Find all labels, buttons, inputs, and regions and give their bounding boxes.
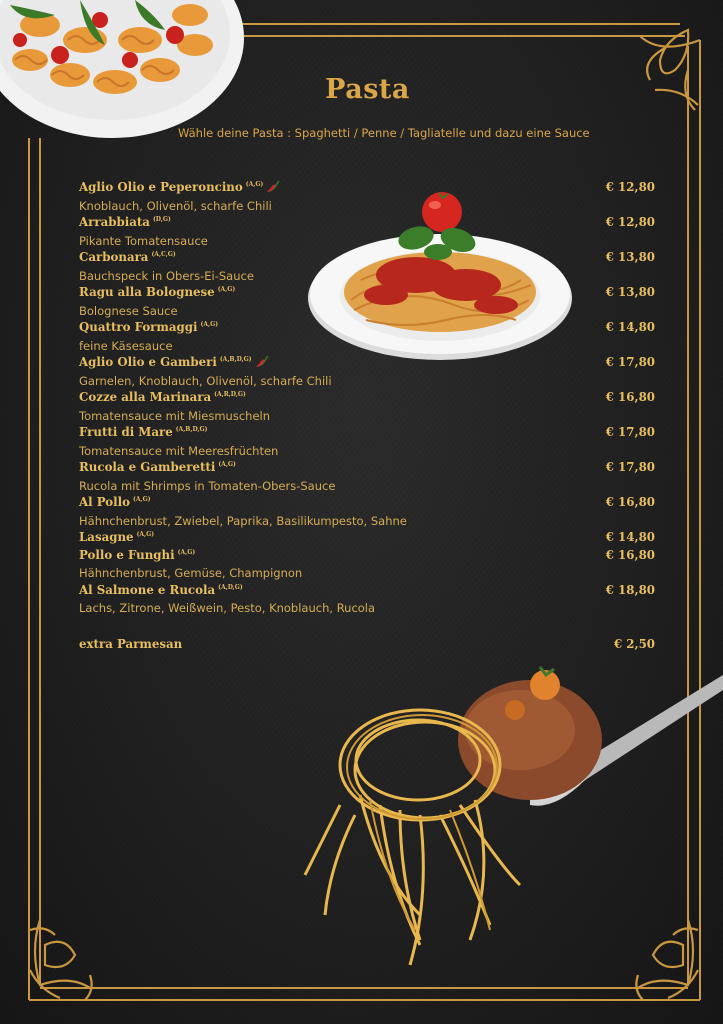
dish-title: Lasagne	[79, 530, 134, 544]
dish-price: € 17,80	[605, 425, 655, 439]
dish-description: Bauchspeck in Obers-Ei-Sauce	[79, 268, 254, 283]
dish-price: € 13,80	[605, 285, 655, 299]
menu-item	[79, 583, 655, 618]
allergen-codes: (A,G)	[218, 461, 236, 468]
menu-item	[79, 320, 655, 355]
allergen-codes: (A,D,G)	[218, 583, 243, 591]
menu-item-row	[79, 425, 655, 443]
dish-name	[79, 285, 235, 299]
menu-item	[79, 250, 655, 285]
dish-title: Aglio Olio e Gamberi	[79, 355, 217, 369]
menu-item	[79, 548, 655, 583]
menu-item-row	[79, 637, 655, 655]
dish-price: € 12,80	[605, 215, 655, 229]
extra-parmesan-item	[79, 637, 655, 655]
menu-item	[79, 285, 655, 320]
menu-item	[79, 180, 655, 215]
dish-title: Al Salmone e Rucola	[79, 582, 216, 597]
pasta-choice-subtitle: Wähle deine Pasta : Spaghetti / Penne / Tagliatelle und dazu eine Sauce	[178, 126, 590, 140]
dish-title: Aglio Olio e Peperoncino	[79, 180, 243, 194]
menu-item-row	[79, 285, 655, 303]
dish-price: € 17,80	[605, 460, 655, 474]
dish-description: Lachs, Zitrone, Weißwein, Pesto, Knoblauch, Rucola	[79, 601, 376, 615]
page-title: Pasta	[325, 74, 410, 105]
dish-description: Hähnchenbrust, Zwiebel, Paprika, Basilikumpesto, Sahne	[79, 513, 407, 528]
dish-name	[79, 425, 208, 439]
fusilli-bowl-image	[0, 0, 250, 145]
spaghetti-fork-image	[300, 655, 723, 970]
dish-price: € 12,80	[605, 180, 655, 194]
allergen-codes: (A,G)	[177, 548, 196, 556]
dish-price: € 16,80	[605, 390, 655, 404]
menu-item-row	[79, 355, 655, 373]
menu-item-row	[79, 460, 655, 478]
menu-item-row	[79, 390, 655, 408]
extra-name: extra Parmesan	[79, 636, 183, 651]
allergen-codes: (A,G)	[133, 496, 151, 503]
dish-description: Pikante Tomatensauce	[79, 233, 208, 248]
dish-description: Knoblauch, Olivenöl, scharfe Chili	[79, 198, 272, 213]
allergen-codes: (A,C,G)	[151, 251, 176, 258]
allergen-codes: (A,G)	[200, 321, 219, 328]
dish-description: Tomatensauce mit Meeresfrüchten	[79, 443, 279, 458]
menu-item	[79, 425, 655, 460]
dish-title: Pollo e Funghi	[79, 547, 175, 562]
menu-item-row	[79, 215, 655, 233]
chili-icon	[266, 180, 280, 196]
menu-item	[79, 215, 655, 250]
menu-item	[79, 390, 655, 425]
dish-name	[79, 530, 154, 544]
dish-price: € 13,80	[605, 250, 655, 264]
menu-item	[79, 460, 655, 495]
dish-price: € 17,80	[605, 355, 655, 369]
menu-item	[79, 530, 655, 548]
chili-icon	[255, 355, 269, 371]
dish-description: Hähnchenbrust, Gemüse, Champignon	[79, 566, 303, 580]
menu-item-row	[79, 250, 655, 268]
menu-item-row	[79, 548, 655, 566]
dish-name	[79, 250, 176, 264]
dish-title: Al Pollo	[79, 495, 130, 509]
dish-price: € 14,80	[605, 320, 655, 334]
dish-name	[79, 460, 236, 474]
dish-description: Rucola mit Shrimps in Tomaten-Obers-Sauce	[79, 478, 336, 493]
dish-title: Frutti di Mare	[79, 425, 173, 439]
dish-description: Tomatensauce mit Miesmuscheln	[79, 408, 271, 423]
dish-price: € 14,80	[605, 530, 655, 544]
allergen-codes: (A,G)	[245, 181, 264, 188]
dish-name	[79, 355, 269, 371]
dish-title: Carbonara	[79, 250, 149, 264]
pasta-menu-list	[79, 180, 655, 654]
extra-price: € 2,50	[613, 636, 655, 651]
allergen-codes: (D,G)	[152, 216, 171, 223]
allergen-codes: (A,B,D,G)	[175, 426, 208, 433]
dish-name	[79, 583, 243, 597]
dish-title: Ragu alla Bolognese	[79, 285, 215, 299]
allergen-codes: (A,B,D,G)	[219, 356, 252, 363]
dish-title: Arrabbiata	[79, 215, 150, 229]
menu-item-row	[79, 583, 655, 601]
menu-item-row	[79, 320, 655, 338]
allergen-codes: (A,R,D,G)	[214, 391, 246, 398]
menu-item	[79, 495, 655, 530]
menu-item-row	[79, 495, 655, 513]
dish-name	[79, 215, 171, 229]
dish-price: € 16,80	[605, 547, 655, 562]
dish-name	[79, 320, 218, 334]
dish-price: € 16,80	[605, 495, 655, 509]
dish-title: Quattro Formaggi	[79, 320, 198, 334]
dish-price: € 18,80	[605, 582, 655, 597]
dish-name	[79, 495, 151, 509]
allergen-codes: (A,G)	[136, 531, 155, 538]
menu-item-row	[79, 530, 655, 548]
dish-title: Cozze alla Marinara	[79, 390, 212, 404]
dish-name	[79, 180, 280, 196]
dish-title: Rucola e Gamberetti	[79, 460, 216, 474]
allergen-codes: (A,G)	[217, 286, 236, 293]
dish-name	[79, 390, 246, 404]
menu-item-row	[79, 180, 655, 198]
dish-description: Garnelen, Knoblauch, Olivenöl, scharfe Chili	[79, 373, 332, 388]
dish-description: Bolognese Sauce	[79, 303, 178, 318]
dish-description: feine Käsesauce	[79, 338, 173, 353]
dish-name	[79, 548, 195, 562]
menu-item	[79, 355, 655, 390]
